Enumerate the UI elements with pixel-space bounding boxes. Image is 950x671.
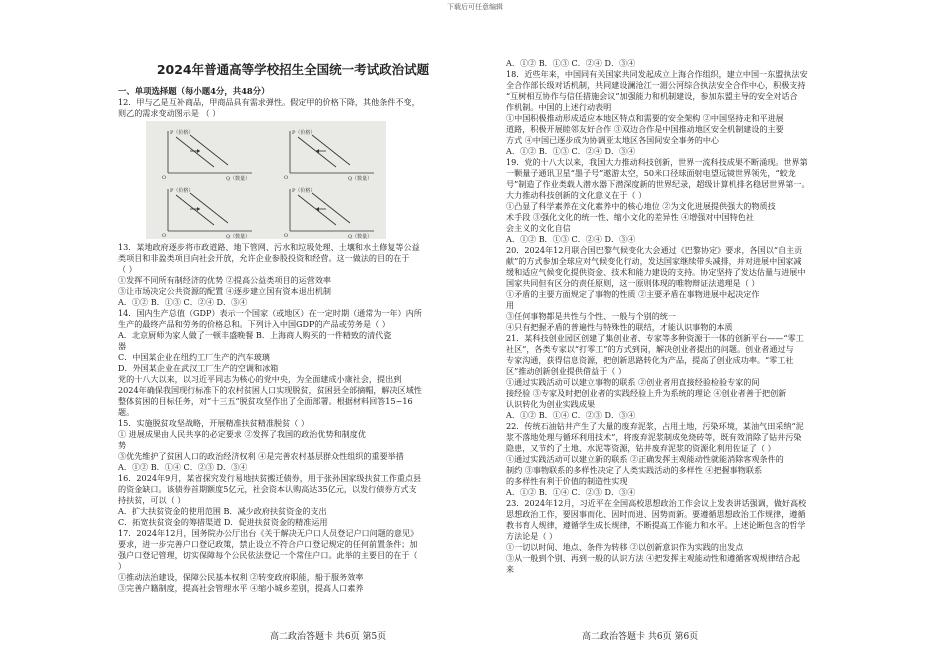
text-line: ①凸显了科学素养在文化素养中的核心地位 ②为文化进展提供强大的物质技 bbox=[506, 201, 776, 211]
text-line: A．①② B．①④ C．②③ D．③④ bbox=[506, 410, 636, 420]
questions-18-23-text bbox=[506, 58, 844, 575]
text-line: 类项目和非盈类项目向社会开放，允许企业参股投资和经营。这一做法的目的在于 bbox=[118, 253, 410, 263]
demand-curve-1 bbox=[176, 137, 214, 167]
price-axis-label: P（价格） bbox=[170, 188, 194, 194]
demand-curve-1 bbox=[298, 195, 336, 225]
footer-left: 高二政治答题卡 共6页 第5页 bbox=[270, 632, 387, 642]
text-line: 强户口登记管理，切实保障每个公民依法登记一个常住户口。此举的主要目的在于（ bbox=[118, 550, 418, 560]
text-line: ③完善户籍制度，提高社会管理水平 ④缩小城乡差别，提高人口素养 bbox=[118, 583, 364, 593]
text-line: 大力推动科技创新的文化意义在于（ ） bbox=[506, 190, 647, 200]
text-line: ①推动法治建设，保障公民基本权利 ②转变政府职能，船于服务效率 bbox=[118, 572, 364, 582]
text-line: 15．实施脱贫攻坚战略，开展精准扶贫精准脱贫（ ） bbox=[118, 418, 309, 428]
footer-right: 高二政治答题卡 共6页 第6页 bbox=[582, 632, 699, 642]
quantity-axis-label: Q（数量） bbox=[226, 176, 251, 182]
text-line: 22．传统石油钻井产生了大量的废弃泥浆，占用土地，污染环境，某油气田采纳“泥 bbox=[506, 421, 804, 431]
price-axis-label: P（价格） bbox=[292, 130, 316, 136]
text-line: 号”制造了作业类载人潜水器下潜深度新的世界纪录，超级计算机排名稳居世界第一。 bbox=[506, 179, 810, 189]
text-line: 隐患，又节约了土地、水泥等资源，钻井废弃泥浆的资源化利用佐证了（ ） bbox=[506, 443, 776, 453]
price-axis-label: P（价格） bbox=[292, 188, 316, 194]
text-line: 方法论是（ ） bbox=[506, 531, 558, 541]
origin-label: O bbox=[162, 175, 167, 181]
demand-curve-figure bbox=[146, 121, 386, 239]
arrow-head bbox=[197, 149, 200, 153]
text-line: A．扩大扶贫资金的使用范围 B．减少政府扶贫资金的支出 bbox=[118, 506, 327, 516]
demand-curve-1 bbox=[176, 195, 214, 225]
text-line: 14．国内生产总值（GDP）表示一个国家（或地区）在一定时期（通常为一年）内所 bbox=[118, 308, 422, 318]
text-line: 制约 ③事物联系的多样性决定了人类实践活动的多样性 ④把握事物联系 bbox=[506, 465, 763, 475]
text-line: ①发挥不同所有制经济的优势 ②提高公益类项目的运营效率 bbox=[118, 275, 332, 285]
text-line: 一颗量子通讯卫星“墨子号”遨游太空，50米口径球面射电望远镜世界领先，“蛟龙 bbox=[506, 168, 796, 178]
text-line: ④只有把握矛盾的普遍性与特殊性的联结，才能认识事物的本质 bbox=[506, 322, 733, 332]
arrow-head bbox=[197, 207, 200, 211]
text-line: A．北京厨师为家人做了一顿丰盛晚餐 B．上海商人购买的一件精致的清代瓷 bbox=[118, 330, 392, 340]
text-line: 党的十八大以来，以习近平同志为核心的党中央，为全面建成小康社会，提出到 bbox=[118, 374, 402, 384]
top-note: 下载后可任意编辑 bbox=[447, 3, 503, 11]
text-line: 17．2024年12月，国务院办公厅出台《关于解决无户口人员登记户口问题的意见》 bbox=[118, 528, 419, 538]
origin-label: O bbox=[162, 233, 167, 239]
text-line: A．①② B．①④ C．②③ D．③④ bbox=[118, 462, 248, 472]
text-line: 教书育人规律，遵循学生成长规律，不断提高工作能力和水平。上述论断包含的哲学 bbox=[506, 520, 806, 530]
text-line: 13．某地政府逐步将市政道路、地下管网、污水和垃圾处理、土壤和水土修复等公益 bbox=[118, 242, 420, 252]
text-line: 会主义的文化自信 bbox=[506, 223, 571, 233]
text-line: D．外国某企业在武汉工厂生产的空调和冰箱 bbox=[118, 363, 279, 373]
text-line: 生产的最终产品和劳务的价格总和。下列计入中国GDP的产品或劳务是（ ） bbox=[118, 319, 390, 329]
text-line: ） bbox=[118, 561, 127, 571]
text-line: 术手段 ③强化文化的统一性、缩小文化的差异性 ④增强对中国特色社 bbox=[506, 212, 754, 222]
text-line: 认识转化为创业实践成果 bbox=[506, 399, 596, 409]
text-line: ①通过实践活动可以建立新的联系 ②正确发挥主观能动性就能消除客观条件的 bbox=[506, 454, 784, 464]
section-heading: 一、单项选择题（每小题4分，共48分） bbox=[118, 86, 270, 96]
text-line: 则乙的需求变动图示是 （ ） bbox=[118, 108, 221, 118]
text-line: A．①② B．①④ C．②③ D．③④ bbox=[506, 487, 636, 497]
text-line: 专家沟通，获得信息资源，把创新思路转化为产品，提高了创业成功率。“零工社 bbox=[506, 355, 794, 365]
text-line: 缓和适应气候变化提供资金、技术和能力建设的支持。协定坚持了发达估量与进展中 bbox=[506, 267, 806, 277]
questions-13-17-text bbox=[118, 242, 468, 594]
text-line: ③优先维护了贫困人口的政治经济权利 ④是完善农村基层群众性组织的重要举措 bbox=[118, 451, 404, 461]
text-line: 23．2024年12月，习近平在全国高校思想政治工作会议上发表讲话强调，做好高校 bbox=[506, 498, 807, 508]
demand-curve-2 bbox=[190, 135, 228, 165]
text-line: 12．甲与乙是互补商品，甲商品具有需求弹性。假定甲的价格下降，其他条件不变， bbox=[118, 97, 420, 107]
text-line: ①通过实践活动可以建立事物的联系 ②创业者用直接经验检验专家的间 bbox=[506, 377, 760, 387]
text-line: 浆不落地处理与循环利用技术”，将废弃泥浆制成免烧砖等，既有效消除了钻井污染 bbox=[506, 432, 802, 442]
text-line: ①中国积极推动形成适应本地区特点和需要的安全架构 ②中国坚持走和平进展 bbox=[506, 113, 784, 123]
exam-title: 2024年普通高等学校招生全国统一考试政治试题 bbox=[156, 62, 430, 77]
text-line: 方式 ④中国已逐步成为协调亚太地区各国间安全事务的中心 bbox=[506, 135, 720, 145]
right-column bbox=[506, 58, 844, 575]
text-line: 的资金缺口。该债券首期额度5亿元，社会资本认购高达35亿元，以发行债券方式支 bbox=[118, 484, 417, 494]
text-line: 作机制。中国的上述行动表明 bbox=[506, 102, 612, 112]
text-line: 器 bbox=[118, 341, 127, 351]
text-line: 的多样性有利于价值的制造性实现 bbox=[506, 476, 628, 486]
text-line: ① 进展成果由人民共享的必定要求 ②发挥了我国的政治优势和制度优 bbox=[118, 429, 366, 439]
left-column bbox=[118, 84, 468, 594]
text-line: 道路，积极开展睦邻友好合作 ③双边合作是中国推动地区安全机制建设的主要 bbox=[506, 124, 784, 134]
demand-graphs-svg bbox=[146, 121, 386, 239]
text-line: ①一切以时间、地点、条件为转移 ②以创新意识作为实践的出发点 bbox=[506, 542, 744, 552]
text-line: ③从一般到个别、再到一般的认识方法 ④把发挥主观能动性和遵循客观规律结合起 bbox=[506, 553, 800, 563]
question-12-text bbox=[118, 97, 468, 119]
text-line: A．①② B．①③ C．②④ D．③④ bbox=[506, 234, 636, 244]
text-line: 18．近些年来，中国同有关国家共同发起成立上海合作组织，建立中国一东盟执法安 bbox=[506, 69, 808, 79]
text-line: 整体贫困的目标任务，对“十三五”脱贫攻坚作出了全面部署。根据材料回答15~16 bbox=[118, 396, 413, 406]
text-line: ③任何事物都是共性与个性、一般与个别的统一 bbox=[506, 311, 676, 321]
text-line: 持扶贫，可以（ ） bbox=[118, 495, 186, 505]
text-line: 国家共同但有区分的责任原则，这一原则体现的唯物辩证法道理是（ ） bbox=[506, 278, 760, 288]
text-line: C．拓宽扶贫资金的筹措渠道 D．促进扶贫资金的精准运用 bbox=[118, 517, 328, 527]
text-line: 势 bbox=[118, 440, 127, 450]
text-line: 19．党的十八大以来，我国大力推动科技创新，世界一流科技成果不断涌现。世界第 bbox=[506, 157, 808, 167]
text-line: 要求，进一步完善户口登记政策，禁止设立不符合户口登记规定的任何前置条件；加 bbox=[118, 539, 418, 549]
text-line: 20．2024年12月联合国巴黎气候变化大会通过《巴黎协定》要求，各国以“自主贡 bbox=[506, 245, 803, 255]
origin-label: O bbox=[284, 233, 289, 239]
text-line: 题。 bbox=[118, 407, 135, 417]
text-line: 全合作部长级对话机制，共同建设澜沧江一湄公河综合执法安全合作中心，积极支持 bbox=[506, 80, 806, 90]
quantity-axis-label: Q（数量） bbox=[226, 234, 251, 239]
quantity-axis-label: Q（数量） bbox=[348, 234, 373, 239]
text-line: 接经验 ③专家及时把创业者的实践经验上升为系统的理论 ④创业者善于把创新 bbox=[506, 388, 787, 398]
origin-label: O bbox=[284, 175, 289, 181]
text-line: A．①② B．①③ C．②④ D．③④ bbox=[506, 146, 636, 156]
text-line: 21．某科技创业园区创建了集创业者、专家等多种资源于一体的创新平台——“零工 bbox=[506, 333, 804, 343]
text-line: 2024年确保我国现行标准下的农村贫困人口实现脱贫，贫困县全部摘帽，解决区域性 bbox=[118, 385, 422, 395]
text-line: 社区”，各类专家以“打零工”的方式到岗，解决创业者提出的问题。创业者通过与 bbox=[506, 344, 794, 354]
text-line: 来 bbox=[506, 564, 515, 574]
text-line: （ ） bbox=[118, 264, 137, 274]
text-line: 区”推动创新创业提供借益于（ ） bbox=[506, 366, 627, 376]
text-line: 思想政治工作，要因事而化、因时而进、因势而新。要遵循思想政治工作规律，遵循 bbox=[506, 509, 806, 519]
text-line: ③让市场决定公共资源的配置 ④逐步建立国有资本退出机制 bbox=[118, 286, 332, 296]
text-line: 献”的方式参加全球应对气候变化行动，发达国家继续带头减排，并对进展中国家减 bbox=[506, 256, 802, 266]
demand-curve-1 bbox=[298, 137, 336, 167]
text-line: ①矛盾的主要方面规定了事物的性质 ②主要矛盾在事物进展中起决定作 bbox=[506, 289, 760, 299]
text-line: 用 bbox=[506, 300, 515, 310]
text-line: 16．2024年9月，某省探究发行易地扶贫搬迁债券，用于张孙国家级扶贫工作重点县 bbox=[118, 473, 422, 483]
text-line: A．①② B．①③ C．②④ D．③④ bbox=[506, 58, 636, 68]
text-line: “互树相互协作与信任措施会议”加强能力和机制建设，参加东盟主导的安全对话合 bbox=[506, 91, 798, 101]
demand-curve-2 bbox=[190, 193, 228, 223]
price-axis-label: P（价格） bbox=[170, 130, 194, 136]
text-line: C．中国某企业在纽约工厂生产的汽车玻璃 bbox=[118, 352, 270, 362]
quantity-axis-label: Q（数量） bbox=[348, 176, 373, 182]
text-line: A．①② B．①③ C．②④ D．③④ bbox=[118, 297, 248, 307]
